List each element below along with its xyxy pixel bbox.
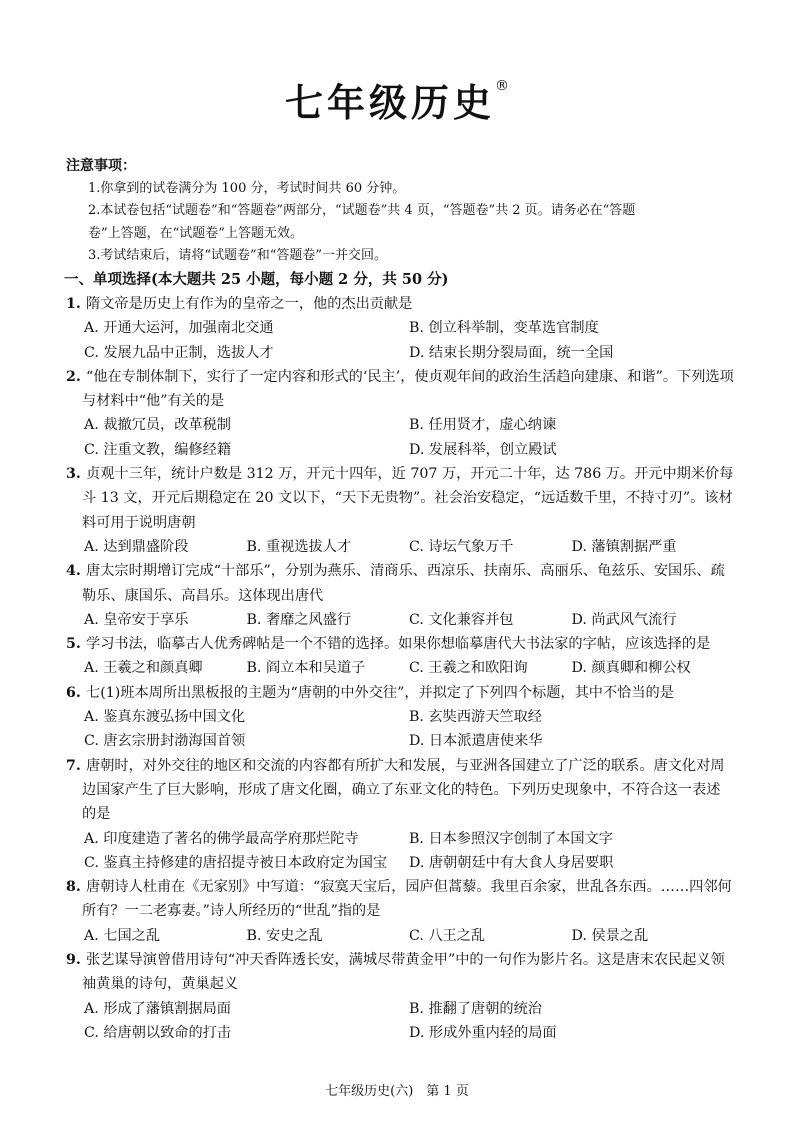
option-a: A. 形成了藩镇割据局面 [84, 1000, 231, 1017]
option-d: D. 尚武风气流行 [571, 611, 677, 628]
question-stem [66, 681, 734, 705]
question-8 [66, 875, 734, 948]
section-heading: 一、单项选择(本大题共 25 小题，每小题 2 分，共 50 分) [64, 271, 449, 288]
option-c: C. 发展九品中正制，选拔人才 [84, 344, 274, 361]
question-stem [66, 292, 734, 316]
stem-text: 学习书法，临摹古人优秀碑帖是一个不错的选择。如果你想临摹唐代大书法家的字帖，应该选择的是 [86, 636, 711, 653]
option-a: A. 开通大运河，加强南北交通 [84, 320, 274, 337]
option-d: D. 颜真卿和柳公权 [571, 660, 691, 677]
question-stem [66, 559, 734, 608]
stem-text: 唐太宗时期增订完成“十部乐”，分别为燕乐、清商乐、西凉乐、扶南乐、高丽乐、龟兹乐、安国乐、疏勒乐、康国乐、高昌乐。这体现出唐代 [82, 563, 725, 604]
questions-block [66, 268, 734, 1045]
option-a: A. 皇帝安于享乐 [84, 611, 189, 628]
question-7 [66, 754, 734, 875]
page-footer: 七年级历史(六) 第 1 页 [325, 1084, 469, 1099]
option-b: B. 奢靡之风盛行 [246, 611, 352, 628]
option-c: C. 唐玄宗册封渤海国首领 [84, 733, 246, 750]
option-b: B. 推翻了唐朝的统治 [409, 1000, 542, 1017]
question-3 [66, 462, 734, 559]
question-stem [66, 875, 734, 924]
question-number: 2. [66, 368, 81, 385]
question-5 [66, 632, 734, 681]
options [66, 997, 734, 1046]
question-number: 1. [66, 296, 81, 312]
notice-item-3: 3.考试结束后，请将“试题卷”和“答题卷”一并交回。 [88, 248, 387, 263]
options [66, 316, 734, 365]
question-stem [66, 365, 734, 414]
option-a: A. 七国之乱 [84, 927, 161, 944]
option-a: A. 达到鼎盛阶段 [84, 538, 189, 555]
option-c: C. 给唐朝以致命的打击 [84, 1024, 232, 1041]
question-2 [66, 365, 734, 462]
option-c: C. 王羲之和欧阳询 [409, 660, 528, 677]
option-b: B. 任用贤才，虚心纳谏 [409, 417, 557, 434]
option-b: B. 重视选拔人才 [246, 538, 352, 555]
options [66, 535, 734, 559]
option-b: B. 阎立本和吴道子 [246, 660, 366, 677]
question-number: 5. [66, 636, 81, 653]
question-stem [66, 754, 734, 827]
options [66, 705, 734, 754]
page-title [0, 72, 794, 127]
option-c: C. 鉴真主持修建的唐招提寺被日本政府定为国宝 [84, 854, 388, 871]
question-number: 8. [66, 879, 81, 896]
option-c: C. 诗坛气象万千 [409, 538, 514, 555]
question-6 [66, 681, 734, 754]
option-a: A. 印度建造了著名的佛学最高学府那烂陀寺 [84, 830, 359, 847]
stem-text: “他在专制体制下，实行了一定内容和形式的‘民主’，使贞观年间的政治生活趋向建康、和谐”。下列选项与材料中“他”有关的是 [82, 368, 734, 410]
notice-heading: 注意事项： [66, 158, 136, 174]
question-1 [66, 292, 734, 365]
option-b: B. 玄奘西游天竺取经 [409, 709, 542, 726]
question-stem [66, 462, 734, 535]
option-b: B. 创立科举制，变革选官制度 [409, 320, 599, 337]
question-number: 3. [66, 466, 81, 483]
options [66, 827, 734, 876]
notice-block [66, 155, 736, 268]
stem-text: 张艺谋导演曾借用诗句“冲天香阵透长安，满城尽带黄金甲”中的一句作为影片名。这是唐末农民起义领袖黄巢的诗句，黄巢起义 [82, 952, 725, 993]
option-b: B. 安史之乱 [246, 927, 323, 944]
stem-text: 七(1)班本周所出黑板报的主题为“唐朝的中外交往”，并拟定了下列四个标题，其中不恰当的是 [86, 684, 674, 701]
option-b: B. 日本参照汉字创制了本国文字 [409, 830, 613, 847]
option-d: D. 发展科举，创立殿试 [409, 441, 557, 458]
option-d: D. 日本派遣唐使来华 [409, 733, 543, 750]
question-stem [66, 632, 734, 656]
options [66, 656, 734, 680]
option-d: D. 藩镇割据严重 [571, 538, 677, 555]
option-c: C. 文化兼容并包 [409, 611, 514, 628]
option-d: D. 侯景之乱 [571, 927, 649, 944]
stem-text: 唐朝时，对外交往的地区和交流的内容都有所扩大和发展，与亚洲各国建立了广泛的联系。唐文化对周边国家产生了巨大影响，形成了唐文化圈，确立了东亚文化的特色。下列历史现象中，不符合这一表述的是 [82, 757, 725, 823]
question-9 [66, 948, 734, 1045]
options [66, 924, 734, 948]
question-4 [66, 559, 734, 632]
options [66, 608, 734, 632]
notice-item-2: 2.本试卷包括“试题卷”和“答题卷”两部分，“试题卷”共 4 页，“答题卷”共 2 页。请务必在“答题 [88, 203, 636, 218]
notice-item-1: 1.你拿到的试卷满分为 100 分，考试时间共 60 分钟。 [88, 180, 406, 196]
question-number: 4. [66, 563, 81, 580]
question-number: 9. [66, 952, 81, 969]
stem-text: 隋文帝是历史上有作为的皇帝之一，他的杰出贡献是 [86, 296, 413, 312]
title-text: 七年级历史 [284, 81, 495, 125]
question-number: 7. [66, 757, 81, 774]
options [66, 413, 734, 462]
option-a: A. 裁撤冗员，改革税制 [84, 417, 231, 434]
registered-mark: ® [495, 78, 509, 94]
option-d: D. 结束长期分裂局面，统一全国 [409, 344, 614, 361]
question-number: 6. [66, 684, 81, 701]
question-stem [66, 948, 734, 997]
option-d: D. 形成外重内轻的局面 [409, 1024, 557, 1041]
stem-text: 贞观十三年，统计户数是 312 万，开元十四年，近 707 万，开元二十年，达 786 万。开元中期米价每斗 13 文，开元后期稳定在 20 文以下，“天下无贵物”。社会治安稳定，“远适数千里，不持寸刃”。该材料可用于说明唐朝 [82, 466, 734, 531]
option-c: C. 注重文教，编修经籍 [84, 441, 232, 458]
stem-text: 唐朝诗人杜甫在《无家别》中写道：“寂寞天宝后，园庐但蒿藜。我里百余家，世乱各东西。……四邻何所有？一二老寡妻。”诗人所经历的“世乱”指的是 [82, 879, 732, 920]
option-a: A. 王羲之和颜真卿 [84, 660, 203, 677]
option-c: C. 八王之乱 [409, 927, 486, 944]
notice-item-2-cont: 卷”上答题，在“试题卷”上答题无效。 [88, 225, 303, 241]
option-a: A. 鉴真东渡弘扬中国文化 [84, 709, 246, 726]
option-d: D. 唐朝朝廷中有大食人身居要职 [409, 854, 614, 871]
